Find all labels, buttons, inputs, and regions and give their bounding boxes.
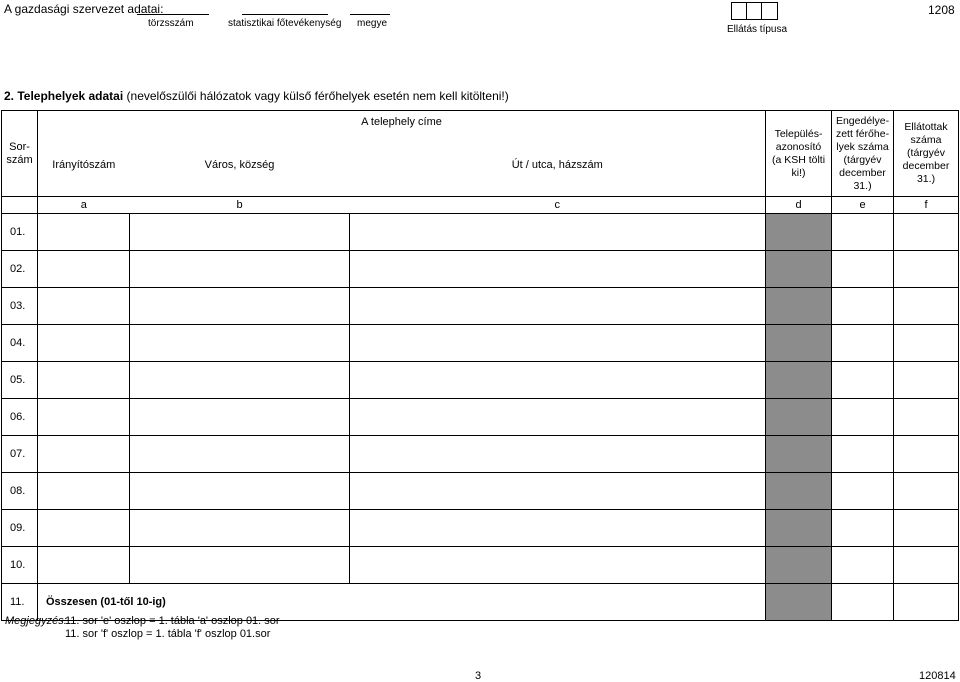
form-code: 1208 (928, 3, 955, 17)
row-number: 07. (2, 436, 38, 473)
notes-line-1: 11. sor 'e' oszlop = 1. tábla 'a' oszlop 01. sor (65, 615, 280, 627)
doc-code: 120814 (919, 670, 956, 682)
cell-c[interactable] (350, 473, 766, 510)
megye-caption: megye (357, 18, 388, 29)
cell-a[interactable] (38, 214, 130, 251)
col-header-telepules: Település- azonosító (a KSH tölti ki!) (766, 111, 832, 197)
torzsszam-caption: törzsszám (148, 18, 194, 29)
cell-d-shaded (766, 399, 832, 436)
cell-e[interactable] (832, 288, 894, 325)
cell-e[interactable] (832, 436, 894, 473)
cell-b[interactable] (130, 251, 350, 288)
cell-a[interactable] (38, 436, 130, 473)
col-group-address: A telephely címe (38, 111, 766, 135)
cell-a[interactable] (38, 473, 130, 510)
letter-b: b (130, 197, 350, 214)
cell-a[interactable] (38, 510, 130, 547)
cell-e[interactable] (832, 325, 894, 362)
row-number: 04. (2, 325, 38, 362)
row-number: 01. (2, 214, 38, 251)
total-label-bold: Összesen (01-től 10-ig) (46, 595, 166, 608)
cell-b[interactable] (130, 362, 350, 399)
cell-f[interactable] (894, 214, 959, 251)
cell-e[interactable] (832, 473, 894, 510)
table-row (2, 251, 959, 288)
row-number: 03. (2, 288, 38, 325)
notes-line-2: 11. sor 'f' oszlop = 1. tábla 'f' oszlop 01.sor (65, 628, 271, 640)
cell-a[interactable] (38, 288, 130, 325)
cell-c[interactable] (350, 251, 766, 288)
cell-d-shaded (766, 547, 832, 584)
page-number: 3 (475, 670, 482, 682)
cell-e[interactable] (832, 584, 894, 621)
letter-e: e (832, 197, 894, 214)
cell-f[interactable] (894, 288, 959, 325)
row-number: 02. (2, 251, 38, 288)
letter-a: a (38, 197, 130, 214)
table-row (2, 510, 959, 547)
cell-f[interactable] (894, 325, 959, 362)
cell-f[interactable] (894, 584, 959, 621)
cell-d-shaded (766, 584, 832, 621)
ellatas-tipusa-label: Ellátás típusa (727, 24, 788, 35)
cell-c[interactable] (350, 214, 766, 251)
cell-d-shaded (766, 251, 832, 288)
cell-a[interactable] (38, 325, 130, 362)
col-header-iranyitoszam: Irányítószám (38, 135, 130, 197)
cell-b[interactable] (130, 473, 350, 510)
cell-a[interactable] (38, 547, 130, 584)
row-number: 06. (2, 399, 38, 436)
col-header-sorszam: Sor- szám (2, 111, 38, 197)
row-number: 05. (2, 362, 38, 399)
ellatas-tipusa-box-3[interactable] (761, 2, 778, 20)
col-header-engedelyezett: Engedélye- zett férőhe- lyek száma (tárgyév december 31.) (832, 111, 894, 197)
cell-e[interactable] (832, 510, 894, 547)
cell-b[interactable] (130, 325, 350, 362)
cell-b[interactable] (130, 436, 350, 473)
cell-b[interactable] (130, 214, 350, 251)
cell-d-shaded (766, 510, 832, 547)
cell-a[interactable] (38, 362, 130, 399)
table-row (2, 288, 959, 325)
cell-b[interactable] (130, 399, 350, 436)
section-heading: Telephelyek adatai (17, 89, 124, 103)
letter-f: f (894, 197, 959, 214)
section-number: 2. (4, 89, 15, 103)
notes-label: Megjegyzés: (5, 615, 67, 627)
cell-c[interactable] (350, 325, 766, 362)
cell-a[interactable] (38, 399, 130, 436)
data-rows (2, 214, 959, 584)
cell-e[interactable] (832, 362, 894, 399)
cell-e[interactable] (832, 251, 894, 288)
cell-f[interactable] (894, 510, 959, 547)
cell-d-shaded (766, 436, 832, 473)
cell-c[interactable] (350, 510, 766, 547)
cell-e[interactable] (832, 399, 894, 436)
cell-b[interactable] (130, 547, 350, 584)
cell-f[interactable] (894, 436, 959, 473)
col-header-varos: Város, község (130, 135, 350, 197)
cell-d-shaded (766, 288, 832, 325)
fotevekenyseg-caption: statisztikai főtevékenység (228, 18, 342, 29)
cell-e[interactable] (832, 547, 894, 584)
fotevekenyseg-line (242, 14, 328, 15)
cell-f[interactable] (894, 473, 959, 510)
col-header-ut: Út / utca, házszám (350, 135, 766, 197)
cell-c[interactable] (350, 547, 766, 584)
cell-d-shaded (766, 214, 832, 251)
cell-c[interactable] (350, 362, 766, 399)
cell-f[interactable] (894, 399, 959, 436)
cell-c[interactable] (350, 436, 766, 473)
cell-d-shaded (766, 325, 832, 362)
cell-d-shaded (766, 473, 832, 510)
cell-e[interactable] (832, 214, 894, 251)
cell-d-shaded (766, 362, 832, 399)
col-header-ellatottak: Ellátottak száma (tárgyév december 31.) (894, 111, 959, 197)
table-row (2, 473, 959, 510)
letter-cell-empty (2, 197, 38, 214)
table-row (2, 547, 959, 584)
row-number: 09. (2, 510, 38, 547)
row-number: 10. (2, 547, 38, 584)
cell-b[interactable] (130, 288, 350, 325)
table-row (2, 325, 959, 362)
cell-b[interactable] (130, 510, 350, 547)
cell-a[interactable] (38, 251, 130, 288)
section-note: (nevelőszülői hálózatok vagy külső férőhelyek esetén nem kell kitölteni!) (126, 89, 509, 103)
torzsszam-line (137, 14, 209, 15)
cell-c[interactable] (350, 288, 766, 325)
cell-f[interactable] (894, 362, 959, 399)
row-number: 11. (2, 584, 38, 621)
cell-f[interactable] (894, 547, 959, 584)
ellatas-tipusa-box-1[interactable] (731, 2, 747, 20)
ellatas-tipusa-box-2[interactable] (746, 2, 762, 20)
letter-d: d (766, 197, 832, 214)
megye-line (350, 14, 390, 15)
telephelyek-table (1, 110, 959, 621)
cell-c[interactable] (350, 399, 766, 436)
table-row (2, 399, 959, 436)
letter-c: c (350, 197, 766, 214)
table-row (2, 214, 959, 251)
row-number: 08. (2, 473, 38, 510)
table-row (2, 436, 959, 473)
table-row (2, 362, 959, 399)
section-title (4, 89, 509, 103)
cell-f[interactable] (894, 251, 959, 288)
org-data-label: A gazdasági szervezet adatai: (4, 2, 164, 16)
